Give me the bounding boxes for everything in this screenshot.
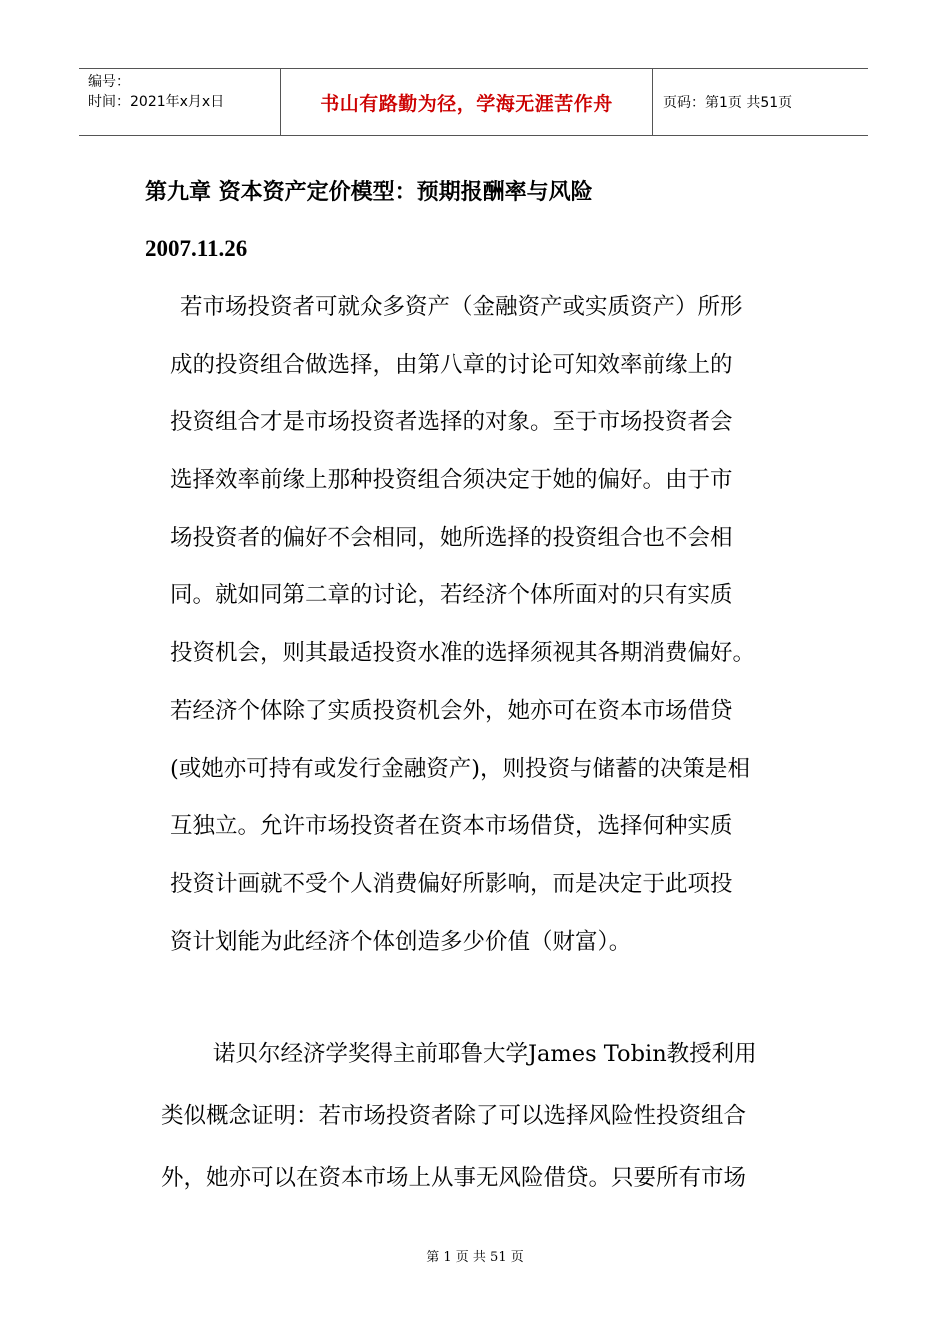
document-header xyxy=(79,68,868,136)
header-motto: 书山有路勤为径，学海无涯苦作舟 xyxy=(281,69,653,135)
paragraph-line: 选择效率前缘上那种投资组合须决定于她的偏好。由于市 xyxy=(170,467,733,494)
paragraph-line: 互独立。允许市场投资者在资本市场借贷，选择何种实质 xyxy=(170,813,733,840)
paragraph-line: 类似概念证明：若市场投资者除了可以选择风险性投资组合 xyxy=(161,1103,747,1129)
header-page-info: 页码：第1页 共51页 xyxy=(663,95,793,111)
paragraph-2 xyxy=(161,1023,757,1209)
paragraph-1 xyxy=(170,279,755,971)
paragraph-line: 成的投资组合做选择，由第八章的讨论可知效率前缘上的 xyxy=(170,351,733,378)
paragraph-line: 投资组合才是市场投资者选择的对象。至于市场投资者会 xyxy=(170,409,733,436)
paragraph-line: 若市场投资者可就众多资产（金融资产或实质资产）所形 xyxy=(180,294,743,320)
paragraph-line: 场投资者的偏好不会相同，她所选择的投资组合也不会相 xyxy=(170,524,733,551)
chapter-title: 第九章 资本资产定价模型：预期报酬率与风险 xyxy=(145,180,593,205)
paragraph-line: 同。就如同第二章的讨论，若经济个体所面对的只有实质 xyxy=(170,582,733,609)
paragraph-line: 资计划能为此经济个体创造多少价值（财富）。 xyxy=(170,928,632,955)
document-date: 2007.11.26 xyxy=(145,236,248,261)
doc-number-label: 编号： xyxy=(88,74,130,90)
paragraph-line: 外，她亦可以在资本市场上从事无风险借贷。只要所有市场 xyxy=(161,1165,747,1191)
header-meta xyxy=(79,69,281,135)
paragraph-line: 投资机会，则其最适投资水准的选择须视其各期消费偏好。 xyxy=(170,640,756,667)
paragraph-line: (或她亦可持有或发行金融资产)，则投资与储蓄的决策是相 xyxy=(170,755,751,782)
page-footer: 第 1 页 共 51 页 xyxy=(426,1250,524,1265)
paragraph-line: 投资计画就不受个人消费偏好所影响，而是决定于此项投 xyxy=(170,870,733,897)
paragraph-line: 诺贝尔经济学奖得主前耶鲁大学James Tobin教授利用 xyxy=(213,1041,757,1067)
paragraph-line: 若经济个体除了实质投资机会外，她亦可在资本市场借贷 xyxy=(170,697,733,724)
doc-time-label: 时间：2021年x月x日 xyxy=(88,94,225,110)
